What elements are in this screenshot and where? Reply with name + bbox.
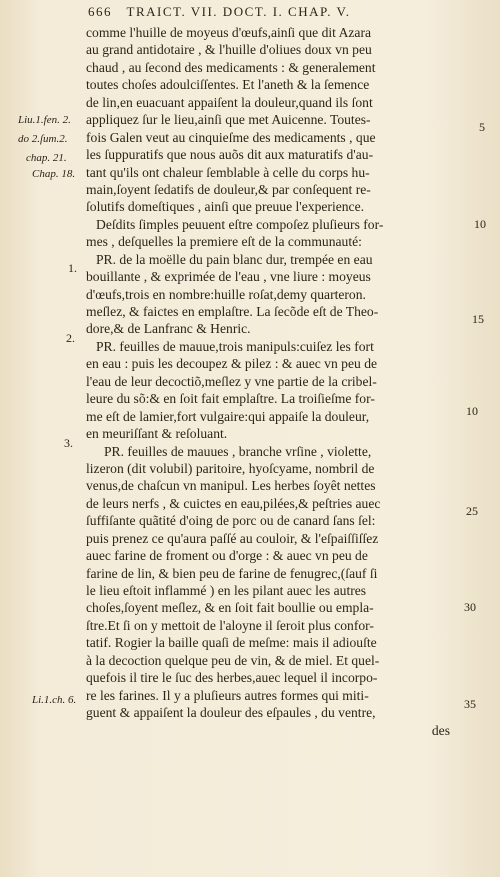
text-line: tatif. Rogier la baille quaſi de meſme: mais il adiouſte: [86, 635, 377, 651]
text-line: dore,& de Lanfranc & Henric.: [86, 321, 251, 337]
margin-number-2: 2.: [66, 331, 75, 345]
margin-note-ref-5: Li.1.ch. 6.: [32, 694, 77, 706]
line-number-10b: 10: [466, 404, 478, 418]
text-line: leure du sõ:& en ſoit fait emplaſtre. La troiſieſme for-: [86, 391, 375, 407]
chapter-title: TRAICT. VII. DOCT. I. CHAP. V.: [126, 4, 351, 19]
text-line: lizeron (dit volubil) paritoire, hyoſcyame, nombril de: [86, 460, 375, 476]
page-number: 666: [88, 4, 112, 19]
margin-note-ref-3: chap. 21.: [26, 152, 67, 164]
text-line: guent & appaiſent la douleur des eſpaules , du ventre,: [86, 705, 376, 721]
line-number-35: 35: [464, 697, 476, 711]
catchword: des: [431, 722, 450, 738]
margin-number-3: 3.: [64, 436, 73, 450]
text-line: PR. feuilles de mauues , branche vrſine , violette,: [104, 443, 372, 459]
text-line: PR. feuilles de mauue,trois manipuls:cuiſez les fort: [96, 338, 374, 354]
line-number-10: 10: [474, 217, 486, 231]
text-line: les ſuppuratifs que nous auõs dit aux maturatifs d'au-: [86, 147, 374, 163]
margin-note-ref-2: do 2.ſum.2.: [18, 133, 68, 145]
margin-number-1: 1.: [68, 261, 77, 275]
text-line: appliquez ſur le lieu,ainſi que met Auicenne. Toutes-: [86, 112, 371, 128]
text-line: Deſdits ſimples peuuent eſtre compoſez pluſieurs for-: [96, 216, 384, 232]
text-line: puis prenez ce qu'aura paſſé au couloir, & l'eſpaiſſiſſez: [86, 530, 379, 546]
text-line: chaud , au ſecond des medicaments : & generalement: [86, 59, 376, 75]
text-line: meſlez, & faictes en emplaſtre. La ſecõde eſt de Theo-: [86, 304, 379, 319]
text-line: l'eau de leur decoctiõ,meſlez y vne partie de la cribel-: [86, 373, 377, 389]
text-line: ſtre.Et ſi on y mettoit de l'aloyne il ſeroit plus confor-: [86, 617, 374, 633]
text-body: [86, 24, 470, 739]
text-line: de leurs nerfs , & cuictes en eau,pilées,& peſtries auec: [86, 495, 381, 511]
text-line: ſolutifs domeſtiques , ainſi que preuue l'experience.: [86, 199, 365, 215]
line-number-15: 15: [472, 312, 484, 326]
text-line: toutes choſes adoulciſſentes. Et l'aneth & la ſemence: [86, 77, 370, 93]
text-line: en meuriſſant & reſoluant.: [86, 426, 228, 442]
text-line: ſuffiſante quãtité d'oing de porc ou de canard ſans ſel:: [86, 513, 376, 529]
text-line: main,ſoyent ſedatifs de douleur,& par conſequent re-: [86, 181, 371, 197]
text-line: en eau : puis les decoupez & pilez : & auec vn peu de: [86, 356, 378, 372]
text-line: me eſt de lamier,fort vulgaire:qui appaiſe la douleur,: [86, 408, 370, 424]
line-number-30: 30: [464, 600, 476, 614]
line-number-5: 5: [479, 120, 485, 134]
text-line: choſes,ſoyent meſlez, & en ſoit fait boullie ou empla-: [86, 600, 374, 616]
text-line: mes , deſquelles la premiere eſt de la communauté:: [86, 234, 362, 250]
margin-note-ref-1: Liu.1.fen. 2.: [18, 114, 71, 126]
text-line: PR. de la moëlle du pain blanc dur, trempée en eau: [96, 251, 373, 267]
text-line: à la decoction quelque peu de vin, & de miel. Et quel-: [86, 652, 380, 668]
text-line: au grand antidotaire , & l'huille d'oliues doux vn peu: [86, 42, 372, 58]
text-line: venus,de chaſcun vn manipul. Les herbes ſoyêt nettes: [86, 478, 376, 494]
margin-note-ref-4: Chap. 18.: [32, 168, 76, 180]
text-line: bouillante , & exprimée de l'eau , vne liure : moyeus: [86, 269, 371, 285]
text-line: farine de lin, & bien peu de farine de fenugrec,(ſauf ſi: [86, 565, 378, 581]
text-line: quefois il tire le ſuc des herbes,auec lequel il incorpo-: [86, 670, 378, 686]
text-line: d'œufs,trois en nombre:huille roſat,demy quarteron.: [86, 286, 366, 302]
running-header: [88, 4, 480, 20]
text-line: le lieu eſtoit inflammé ) en les pilant auec les autres: [86, 583, 367, 598]
line-number-25: 25: [466, 504, 478, 518]
text-line: de lin,en euacuant appaiſent la douleur,quand ils ſont: [86, 94, 373, 110]
text-line: comme l'huille de moyeus d'œufs,ainſi que dit Azara: [86, 25, 372, 40]
text-line: fois Galen veut au cinquieſme des medicaments , que: [86, 129, 376, 145]
text-line: re les farines. Il y a pluſieurs autres formes qui miti-: [86, 687, 369, 703]
text-line: tant qu'ils ont chaleur ſemblable à celle du corps hu-: [86, 164, 370, 180]
text-line: auec farine de froment ou d'orge : & auec vn peu de: [86, 548, 368, 564]
